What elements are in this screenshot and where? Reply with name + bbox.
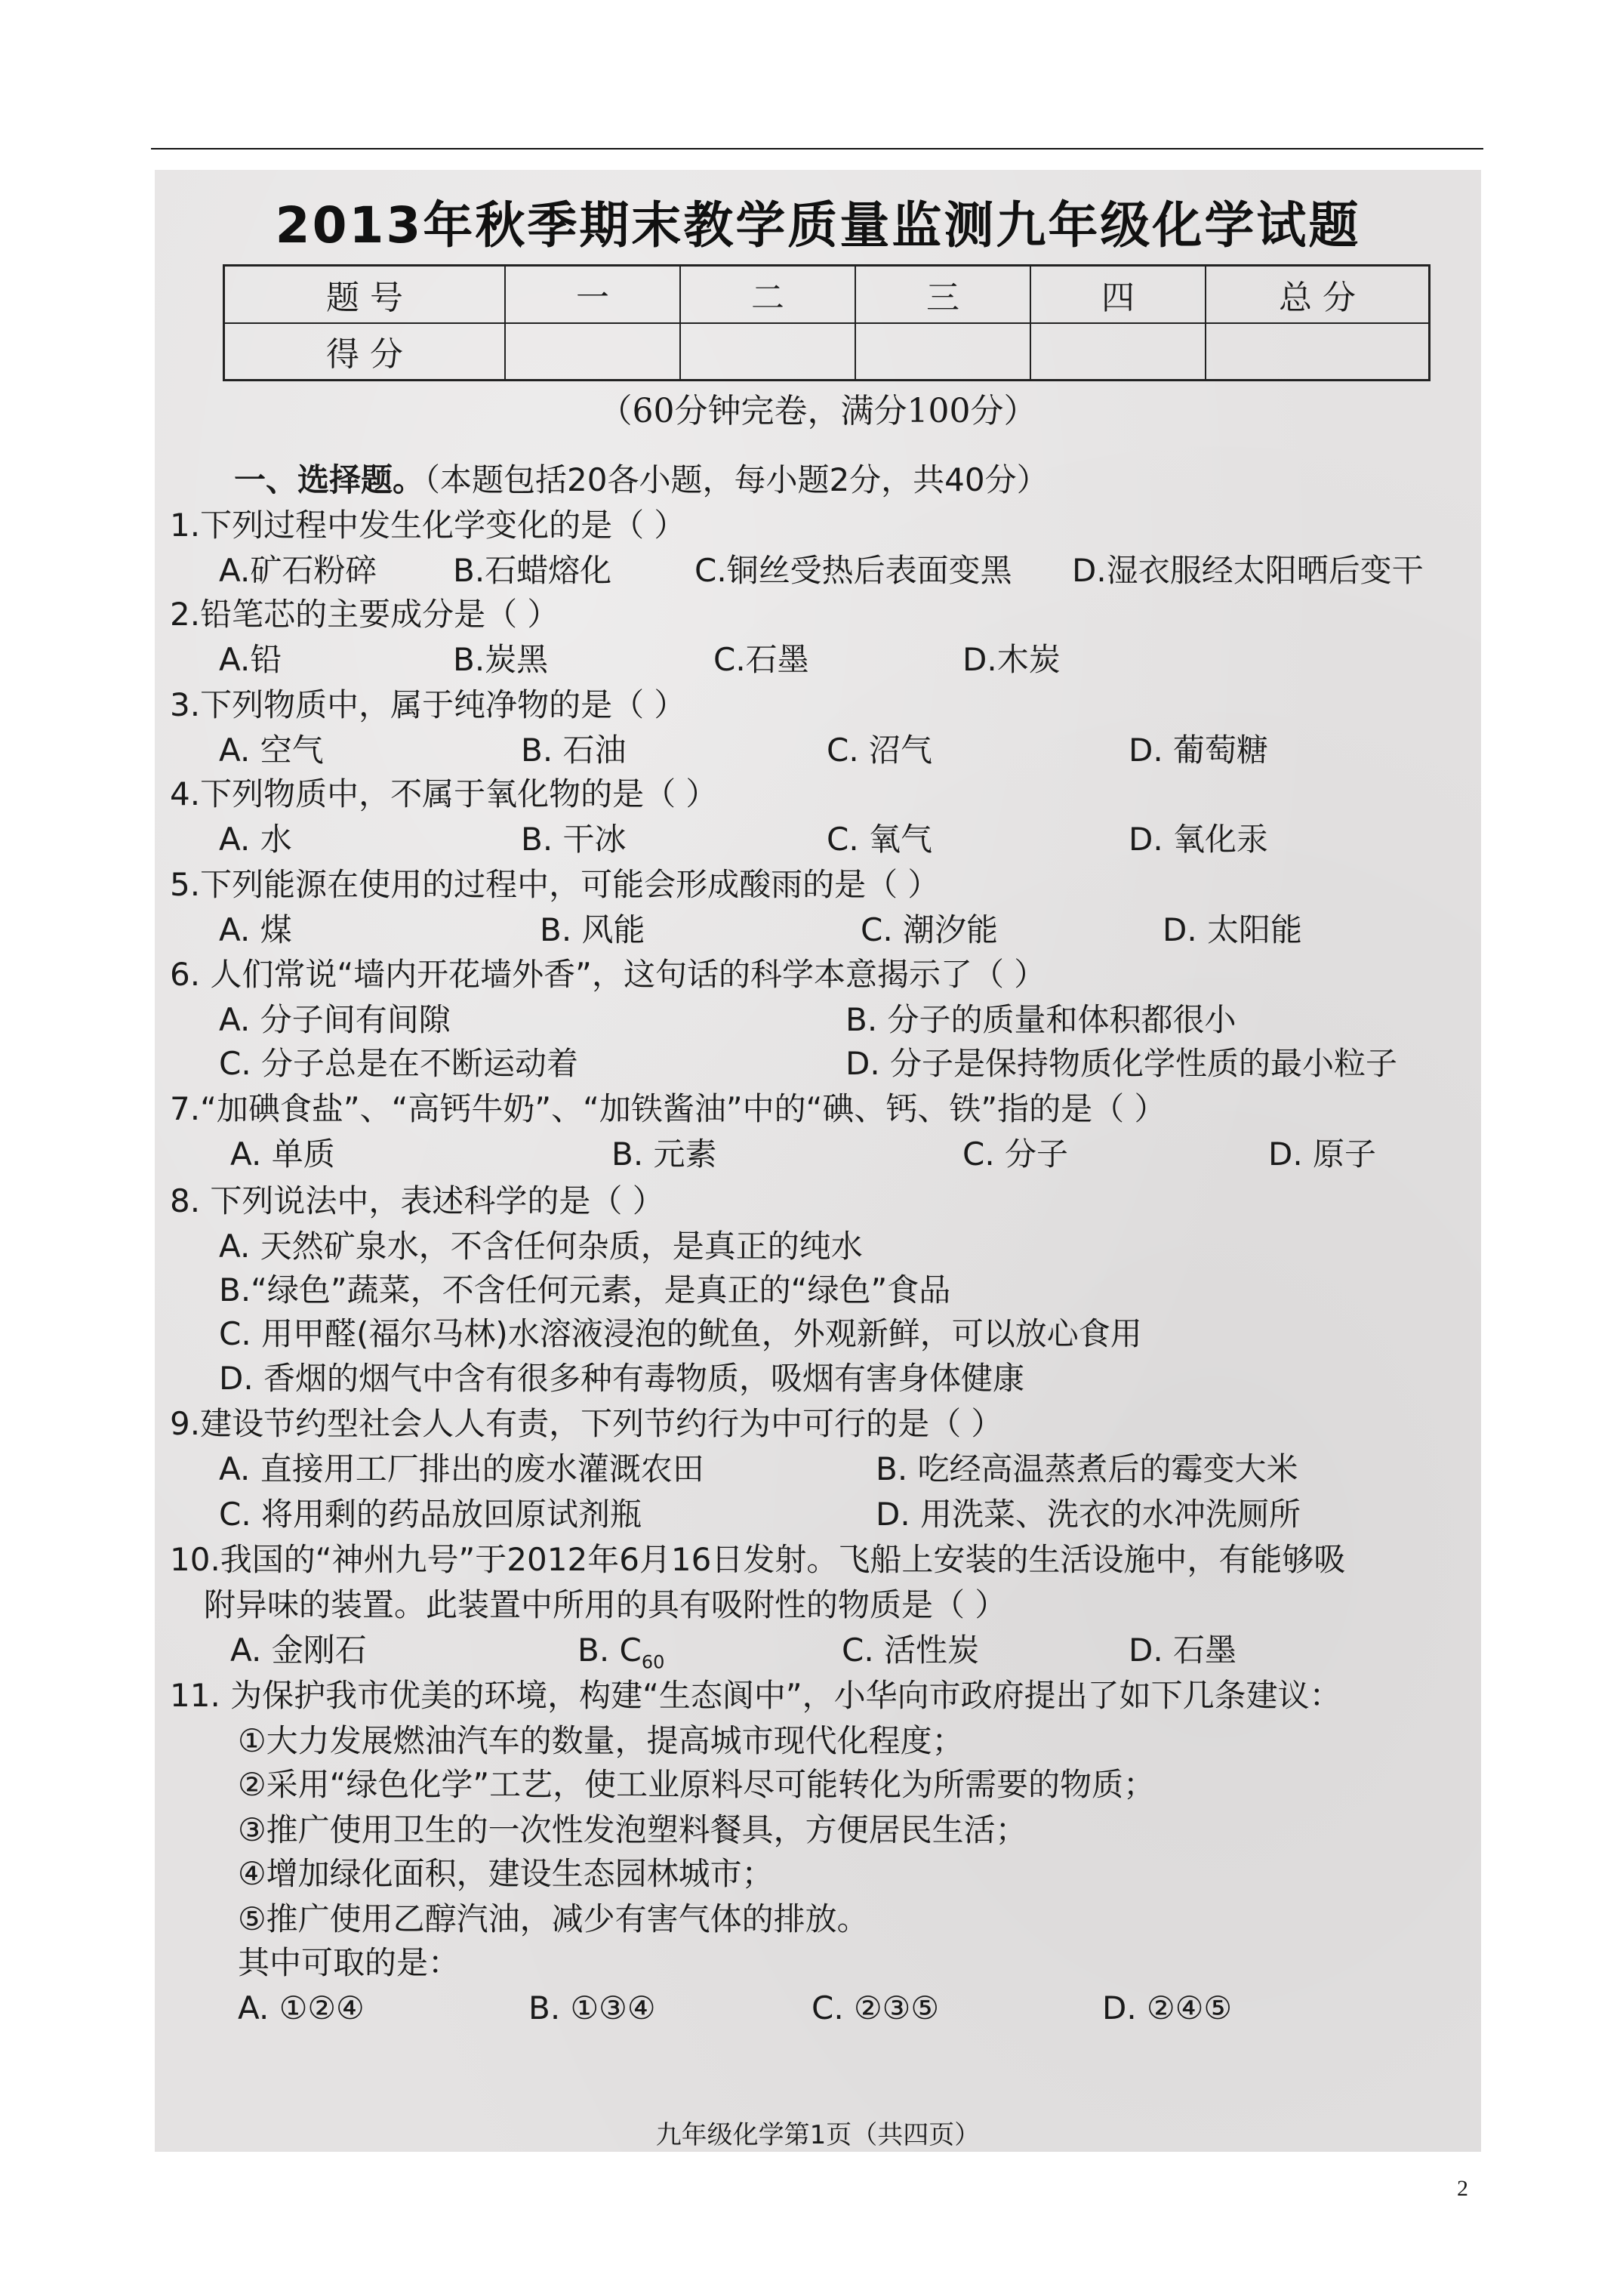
q9-option-c: C. 将用剩的药品放回原试剂瓶 bbox=[219, 1496, 642, 1533]
question-2: 2.铅笔芯的主要成分是（ ） bbox=[170, 596, 559, 633]
q6-option-a: A. 分子间有间隙 bbox=[219, 1001, 451, 1038]
q4-option-d: D. 氧化汞 bbox=[1129, 821, 1269, 858]
score-col-4: 四 bbox=[1030, 266, 1206, 323]
q10-option-b-subscript: 60 bbox=[641, 1651, 665, 1673]
q1-option-a: A.矿石粉碎 bbox=[219, 552, 377, 589]
q9-option-b: B. 吃经高温蒸煮后的霉变大米 bbox=[876, 1450, 1298, 1487]
score-table bbox=[223, 264, 1431, 381]
q10-option-d: D. 石墨 bbox=[1129, 1632, 1237, 1669]
exam-subtitle: （60分钟完卷，满分100分） bbox=[599, 392, 1037, 430]
q4-option-a: A. 水 bbox=[219, 821, 292, 858]
question-8: 8. 下列说法中，表述科学的是（ ） bbox=[170, 1182, 664, 1219]
q5-option-a: A. 煤 bbox=[219, 911, 292, 948]
score-table-score-row bbox=[224, 323, 1430, 381]
q8-option-b: B.“绿色”蔬菜，不含任何元素，是真正的“绿色”食品 bbox=[219, 1271, 951, 1308]
q11-option-a: A. ①②④ bbox=[238, 1989, 365, 2026]
q6-option-b: B. 分子的质量和体积都很小 bbox=[845, 1001, 1236, 1038]
q8-option-a: A. 天然矿泉水，不含任何杂质，是真正的纯水 bbox=[219, 1228, 863, 1265]
q1-option-b: B.石蜡熔化 bbox=[453, 552, 612, 589]
q5-option-d: D. 太阳能 bbox=[1163, 911, 1303, 948]
question-1: 1.下列过程中发生化学变化的是（ ） bbox=[170, 507, 686, 544]
q7-option-b: B. 元素 bbox=[611, 1136, 717, 1173]
q11-item-3: ③推广使用卫生的一次性发泡塑料餐具，方便居民生活； bbox=[238, 1811, 1027, 1848]
score-cell-3 bbox=[855, 323, 1030, 381]
q11-option-c: C. ②③⑤ bbox=[812, 1989, 939, 2026]
q1-option-d: D.湿衣服经太阳晒后变干 bbox=[1072, 552, 1424, 589]
score-cell-1 bbox=[505, 323, 680, 381]
q2-option-a: A.铅 bbox=[219, 641, 282, 678]
q11-item-2: ②采用“绿色化学”工艺，使工业原料尽可能转化为所需要的物质； bbox=[238, 1766, 1156, 1803]
q10-option-b bbox=[577, 1632, 665, 1673]
score-col-2: 二 bbox=[680, 266, 855, 323]
q11-lead: 其中可取的是： bbox=[238, 1944, 460, 1981]
q11-option-b: B. ①③④ bbox=[528, 1989, 656, 2026]
question-10: 10.我国的“神州九号”于2012年6月16日发射。飞船上安装的生活设施中，有能够吸 bbox=[170, 1541, 1346, 1578]
q8-option-c: C. 用甲醛(福尔马林)水溶液浸泡的鱿鱼，外观新鲜，可以放心食用 bbox=[219, 1315, 1142, 1352]
section-heading bbox=[234, 461, 1049, 498]
q11-item-1: ①大力发展燃油汽车的数量，提高城市现代化程度； bbox=[238, 1722, 964, 1759]
q3-option-d: D. 葡萄糖 bbox=[1129, 732, 1269, 769]
q6-option-d: D. 分子是保持物质化学性质的最小粒子 bbox=[845, 1045, 1398, 1082]
q2-option-c: C.石墨 bbox=[713, 641, 809, 678]
score-row-label: 得 分 bbox=[224, 323, 506, 381]
score-col-1: 一 bbox=[505, 266, 680, 323]
q11-item-5: ⑤推广使用乙醇汽油，减少有害气体的排放。 bbox=[238, 1900, 869, 1937]
question-6: 6. 人们常说“墙内开花墙外香”，这句话的科学本意揭示了（ ） bbox=[170, 956, 1046, 993]
scanned-page bbox=[155, 170, 1481, 2152]
exam-title: 2013年秋季期末教学质量监测九年级化学试题 bbox=[275, 196, 1361, 254]
q5-option-b: B. 风能 bbox=[540, 911, 645, 948]
q9-option-d: D. 用洗菜、洗衣的水冲洗厕所 bbox=[876, 1496, 1301, 1533]
q7-option-a: A. 单质 bbox=[230, 1136, 335, 1173]
page-footer: 九年级化学第1页（共四页） bbox=[655, 2120, 981, 2150]
q10-option-c: C. 活性炭 bbox=[842, 1632, 980, 1669]
section-note: （本题包括20各小题，每小题2分，共40分） bbox=[424, 461, 1049, 498]
q2-option-d: D.木炭 bbox=[962, 641, 1061, 678]
score-table-header-row bbox=[224, 266, 1430, 323]
score-header-label: 题 号 bbox=[224, 266, 506, 323]
q10-option-b-text: B. C bbox=[577, 1632, 642, 1669]
q9-option-a: A. 直接用工厂排出的废水灌溉农田 bbox=[219, 1450, 704, 1487]
q3-option-a: A. 空气 bbox=[219, 732, 324, 769]
q3-option-b: B. 石油 bbox=[521, 732, 627, 769]
score-col-total: 总 分 bbox=[1206, 266, 1430, 323]
q6-option-c: C. 分子总是在不断运动着 bbox=[219, 1045, 579, 1082]
question-9: 9.建设节约型社会人人有责，下列节约行为中可行的是（ ） bbox=[170, 1405, 1003, 1442]
q5-option-c: C. 潮汐能 bbox=[861, 911, 999, 948]
question-10-continued: 附异味的装置。此装置中所用的具有吸附性的物质是（ ） bbox=[204, 1586, 1007, 1623]
q11-item-4: ④增加绿化面积，建设生态园林城市； bbox=[238, 1855, 774, 1892]
score-col-3: 三 bbox=[855, 266, 1030, 323]
score-cell-4 bbox=[1030, 323, 1206, 381]
q8-option-d: D. 香烟的烟气中含有很多种有毒物质，吸烟有害身体健康 bbox=[219, 1360, 1025, 1397]
question-5: 5.下列能源在使用的过程中，可能会形成酸雨的是（ ） bbox=[170, 866, 940, 903]
q10-option-a: A. 金刚石 bbox=[230, 1632, 367, 1669]
score-cell-total bbox=[1206, 323, 1430, 381]
q3-option-c: C. 沼气 bbox=[827, 732, 933, 769]
q1-option-c: C.铜丝受热后表面变黑 bbox=[694, 552, 1012, 589]
page-number: 2 bbox=[1457, 2176, 1468, 2201]
section-title: 一、选择题。 bbox=[234, 461, 425, 498]
q11-option-d: D. ②④⑤ bbox=[1102, 1989, 1232, 2026]
q7-option-c: C. 分子 bbox=[962, 1136, 1069, 1173]
q4-option-c: C. 氧气 bbox=[827, 821, 933, 858]
question-7: 7.“加碘食盐”、“高钙牛奶”、“加铁酱油”中的“碘、钙、铁”指的是（ ） bbox=[170, 1090, 1166, 1127]
score-cell-2 bbox=[680, 323, 855, 381]
question-11: 11. 为保护我市优美的环境，构建“生态阆中”，小华向市政府提出了如下几条建议： bbox=[170, 1677, 1341, 1714]
q7-option-d: D. 原子 bbox=[1268, 1136, 1377, 1173]
q4-option-b: B. 干冰 bbox=[521, 821, 627, 858]
top-rule bbox=[151, 148, 1483, 149]
question-3: 3.下列物质中，属于纯净物的是（ ） bbox=[170, 686, 686, 723]
q2-option-b: B.炭黑 bbox=[453, 641, 549, 678]
question-4: 4.下列物质中，不属于氧化物的是（ ） bbox=[170, 775, 718, 812]
